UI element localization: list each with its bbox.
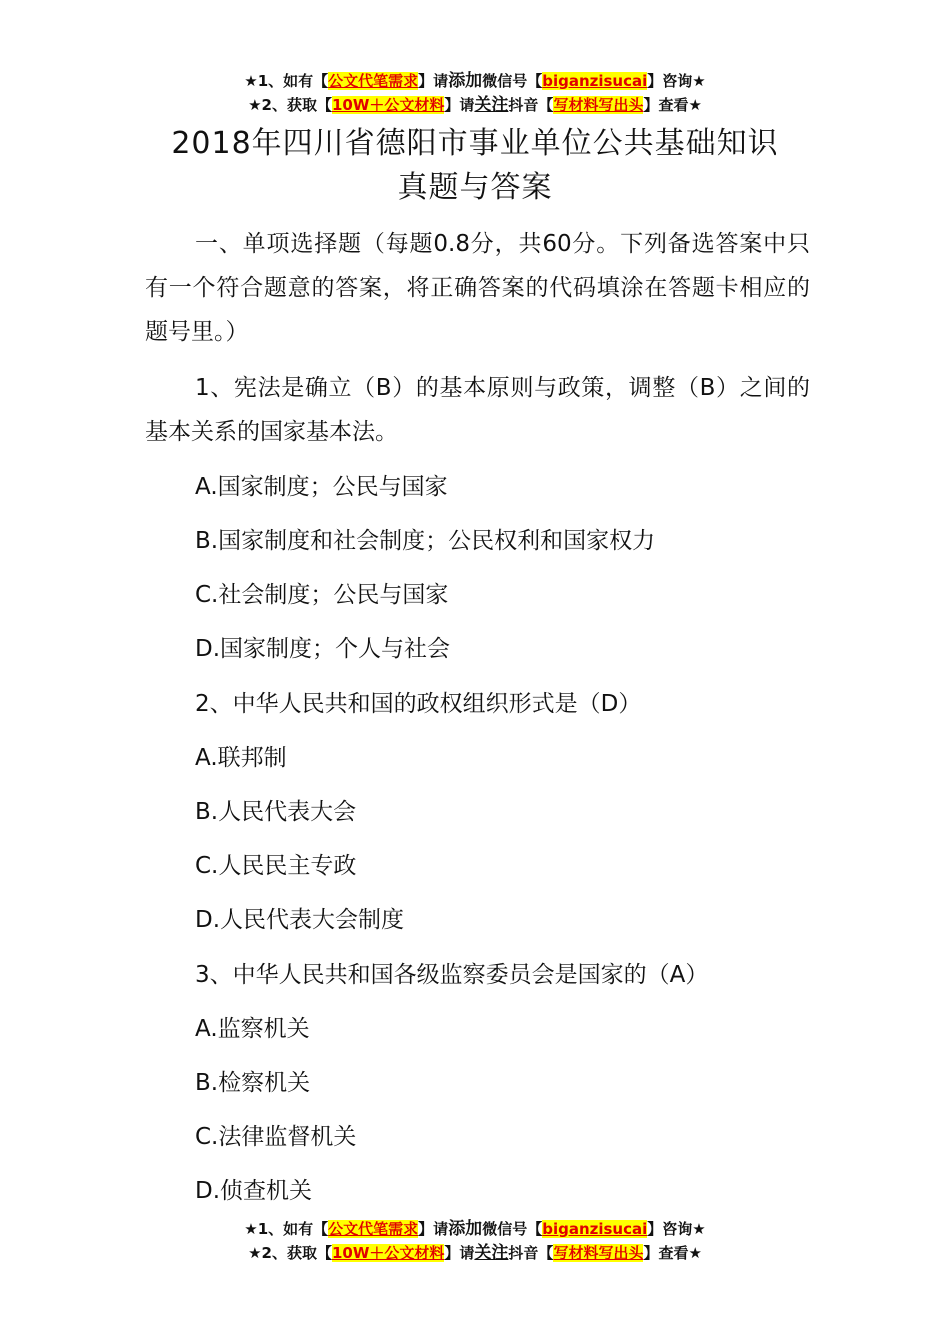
question-3-option-c: C.法律监督机关 <box>195 1124 357 1150</box>
question-3-stem: 3、中华人民共和国各级监察委员会是国家的（A） <box>195 962 709 988</box>
question-1-option-c: C.社会制度；公民与国家 <box>195 582 449 608</box>
question-1-option-d: D.国家制度；个人与社会 <box>195 636 451 662</box>
banner-text: ★1、如有【 <box>244 1220 329 1238</box>
banner-text: 微信号【 <box>482 1220 543 1238</box>
banner-text: 】请 <box>444 96 475 114</box>
banner-highlight: 10W＋公文材料 <box>331 1244 445 1262</box>
promo-banner-top-line-2 <box>0 94 950 116</box>
document-title-line-1: 2018年四川省德阳市事业单位公共基础知识 <box>171 126 779 161</box>
question-3-option-a: A.监察机关 <box>195 1016 310 1042</box>
banner-text: 】请 <box>444 1244 475 1262</box>
promo-banner-bottom-line-1 <box>0 1218 950 1240</box>
banner-text: ★2、获取【 <box>248 96 332 114</box>
promo-banner-bottom-line-2 <box>0 1242 950 1264</box>
question-1-stem: 1、宪法是确立（B）的基本原则与政策，调整（B）之间的基本关系的国家基本法。 <box>145 375 810 445</box>
banner-text: 】咨询★ <box>647 1220 706 1238</box>
banner-text: ★2、获取【 <box>248 1244 332 1262</box>
banner-text: 抖音【 <box>508 1244 554 1262</box>
promo-banner-top-line-1 <box>0 70 950 92</box>
question-2-option-d: D.人民代表大会制度 <box>195 907 405 933</box>
question-2-option-c: C.人民民主专政 <box>195 853 357 879</box>
banner-text: 】咨询★ <box>647 72 706 90</box>
banner-emphasis: 添加 <box>448 1219 483 1239</box>
banner-text: 】查看★ <box>643 96 702 114</box>
banner-text: 】请 <box>418 72 449 90</box>
banner-douyin-id: 写材料写出头 <box>553 1244 644 1262</box>
banner-highlight: 公文代笔需求 <box>328 72 419 90</box>
question-3-option-b: B.检察机关 <box>195 1070 311 1096</box>
question-2-stem: 2、中华人民共和国的政权组织形式是（D） <box>195 691 642 717</box>
banner-emphasis: 添加 <box>448 71 483 91</box>
banner-text: 抖音【 <box>508 96 554 114</box>
banner-wechat-id: biganzisucai <box>542 1220 648 1238</box>
banner-text: 微信号【 <box>482 72 543 90</box>
question-1-option-b: B.国家制度和社会制度；公民权利和国家权力 <box>195 528 656 554</box>
question-3-option-d: D.侦查机关 <box>195 1178 313 1204</box>
banner-douyin-id: 写材料写出头 <box>553 96 644 114</box>
banner-emphasis: 关注 <box>474 95 509 115</box>
question-1-option-a: A.国家制度；公民与国家 <box>195 474 448 500</box>
banner-text: 】请 <box>418 1220 449 1238</box>
document-title-line-2: 真题与答案 <box>397 170 553 205</box>
question-2-option-b: B.人民代表大会 <box>195 799 357 825</box>
banner-text: 】查看★ <box>643 1244 702 1262</box>
question-2-option-a: A.联邦制 <box>195 745 287 771</box>
banner-highlight: 10W＋公文材料 <box>331 96 445 114</box>
banner-emphasis: 关注 <box>474 1243 509 1263</box>
section-intro: 一、单项选择题（每题0.8分，共60分。下列备选答案中只有一个符合题意的答案，将正确答案的代码填涂在答题卡相应的题号里。） <box>145 231 810 345</box>
banner-wechat-id: biganzisucai <box>542 72 648 90</box>
banner-highlight: 公文代笔需求 <box>328 1220 419 1238</box>
banner-text: ★1、如有【 <box>244 72 329 90</box>
